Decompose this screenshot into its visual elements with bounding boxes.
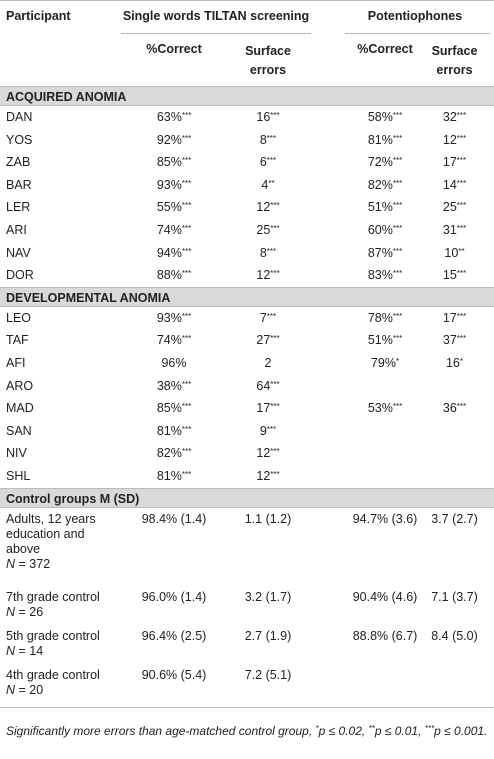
- tiltan-correct-significance: ***: [181, 178, 192, 188]
- table-row: [0, 307, 494, 330]
- potentiophones-surface-errors-value: 36: [442, 401, 457, 416]
- tiltan-surface-errors-significance: ***: [270, 269, 280, 279]
- tiltan-surface-errors: [227, 446, 309, 461]
- tiltan-correct-value: 93%: [156, 310, 182, 325]
- tiltan-surface-errors: [227, 223, 309, 238]
- tiltan-surface-errors-value: 27: [256, 333, 271, 348]
- participant-name: BAR: [6, 177, 32, 192]
- tiltan-correct: [121, 424, 227, 439]
- tiltan-surface-errors-value: 12: [256, 468, 271, 483]
- tiltan-surface-errors: [227, 133, 309, 148]
- potentiophones-surface-errors-value: 25: [442, 200, 457, 215]
- tiltan-surface-errors: [227, 379, 309, 394]
- tiltan-correct-significance: ***: [181, 402, 192, 412]
- tiltan-surface-errors-significance: ***: [270, 334, 280, 344]
- participant-name: NAV: [6, 245, 31, 260]
- table-row: [0, 375, 494, 398]
- tiltan-surface-errors: [227, 110, 309, 125]
- footnote-p3: p ≤ 0.001.: [434, 724, 488, 738]
- potentiophones-correct: 94.7% (3.6): [352, 511, 418, 526]
- tiltan-surface-errors-significance: ***: [266, 156, 277, 166]
- participant-name: DAN: [6, 110, 33, 124]
- table-row: [0, 264, 494, 287]
- n-label: N: [6, 604, 16, 619]
- tiltan-correct-significance: ***: [181, 201, 192, 211]
- potentiophones-surface-errors: [423, 223, 486, 238]
- potentiophones-correct: [349, 401, 421, 416]
- potentiophones-correct-significance: ***: [392, 111, 403, 120]
- n-value: = 20: [18, 682, 44, 697]
- potentiophones-correct-value: 53%: [367, 401, 393, 416]
- tiltan-surface-errors: 7.2 (5.1): [244, 667, 292, 682]
- potentiophones-surface-errors-significance: ***: [456, 201, 467, 211]
- tiltan-correct: [121, 155, 227, 170]
- tiltan-correct-significance: ***: [181, 379, 192, 389]
- potentiophones-correct: [349, 133, 421, 148]
- potentiophones-correct-significance: ***: [392, 156, 403, 166]
- potentiophones-correct: [349, 178, 421, 193]
- tiltan-correct-significance: ***: [181, 334, 192, 344]
- table-header: [0, 0, 494, 84]
- potentiophones-surface-errors: [423, 178, 486, 193]
- table-row: [0, 219, 494, 242]
- tiltan-correct: [121, 178, 227, 193]
- tiltan-surface-errors: 3.2 (1.7): [244, 589, 292, 604]
- tiltan-surface-errors-significance: ***: [270, 447, 280, 457]
- potentiophones-surface-errors: [423, 200, 486, 215]
- n-value: = 14: [18, 643, 44, 658]
- potentiophones-correct-significance: ***: [392, 311, 403, 321]
- potentiophones-correct: [349, 223, 421, 238]
- header-top-rule: [0, 0, 494, 1]
- tiltan-correct: [121, 200, 227, 215]
- participant-name: LER: [6, 200, 31, 215]
- potentiophones-correct-value: 60%: [367, 222, 393, 237]
- tiltan-correct-value: 93%: [156, 177, 182, 192]
- potentiophones-surface-errors: 8.4 (5.0): [431, 628, 478, 643]
- potentiophones-surface-errors-value: 31: [442, 222, 457, 237]
- table-bottom-rule: [0, 707, 494, 708]
- potentiophones-correct-significance: ***: [392, 334, 403, 344]
- potentiophones-surface-errors: [423, 311, 486, 326]
- potentiophones-correct: [349, 110, 421, 125]
- tiltan-correct-significance: ***: [181, 269, 192, 279]
- potentiophones-surface-errors-significance: ***: [456, 269, 467, 279]
- tiltan-correct: [121, 333, 227, 348]
- header-surface-errors-1: Surface errors: [245, 44, 291, 77]
- n-label: N: [6, 682, 16, 697]
- tiltan-correct: 96.4% (2.5): [141, 628, 207, 643]
- potentiophones-surface-errors-value: 16: [445, 355, 460, 370]
- potentiophones-surface-errors-value: 12: [442, 132, 457, 147]
- potentiophones-surface-errors-significance: *: [459, 356, 464, 366]
- potentiophones-surface-errors: 7.1 (3.7): [431, 589, 478, 604]
- potentiophones-surface-errors-significance: **: [458, 246, 465, 256]
- tiltan-surface-errors: [227, 311, 309, 326]
- tiltan-correct-significance: ***: [181, 156, 192, 166]
- potentiophones-surface-errors-significance: ***: [456, 178, 467, 188]
- participant-name: ARI: [6, 222, 27, 237]
- table-row: [0, 352, 494, 375]
- potentiophones-correct-value: 83%: [367, 268, 393, 283]
- header-group-rule-2: [345, 33, 490, 34]
- footnote-sig-3: ***: [424, 724, 435, 733]
- tiltan-surface-errors-significance: ***: [266, 424, 277, 434]
- tiltan-surface-errors-value: 17: [256, 401, 271, 416]
- tiltan-surface-errors-significance: **: [268, 178, 275, 188]
- tiltan-surface-errors: [227, 356, 309, 371]
- header-surface-errors-2: Surface errors: [431, 44, 478, 77]
- potentiophones-surface-errors-value: 10: [444, 245, 459, 260]
- tiltan-correct-value: 74%: [156, 333, 182, 348]
- tiltan-correct: [121, 401, 227, 416]
- potentiophones-correct-value: 79%: [370, 355, 396, 370]
- tiltan-correct-value: 81%: [156, 468, 182, 483]
- potentiophones-surface-errors: [423, 155, 486, 170]
- n-label: N: [6, 643, 16, 658]
- tiltan-surface-errors: [227, 268, 309, 283]
- potentiophones-correct-significance: ***: [392, 178, 403, 188]
- tiltan-correct: [121, 311, 227, 326]
- potentiophones-correct: [349, 311, 421, 326]
- section-header: ACQUIRED ANOMIA: [0, 86, 494, 106]
- tiltan-surface-errors-significance: ***: [270, 379, 280, 389]
- potentiophones-surface-errors-significance: ***: [456, 402, 467, 412]
- potentiophones-correct-significance: ***: [392, 269, 403, 279]
- potentiophones-surface-errors: [423, 268, 486, 283]
- table-row: [0, 465, 494, 488]
- tiltan-surface-errors-value: 64: [256, 378, 271, 393]
- control-group-n: [6, 683, 124, 698]
- tiltan-correct-value: 88%: [156, 268, 182, 283]
- table-row: [0, 242, 494, 265]
- potentiophones-correct: 88.8% (6.7): [352, 628, 418, 643]
- tiltan-correct: [121, 246, 227, 261]
- tiltan-correct-significance: ***: [181, 223, 192, 233]
- tiltan-correct-significance: ***: [181, 133, 192, 143]
- potentiophones-correct-value: 58%: [367, 110, 393, 124]
- tiltan-surface-errors: [227, 469, 309, 484]
- tiltan-surface-errors: 2.7 (1.9): [244, 628, 292, 643]
- tiltan-surface-errors: [227, 155, 309, 170]
- participant-name: AFI: [6, 355, 26, 370]
- tiltan-surface-errors-significance: ***: [266, 246, 277, 256]
- table-row: [0, 442, 494, 465]
- table-row: [0, 129, 494, 152]
- participant-name: MAD: [6, 401, 34, 416]
- tiltan-surface-errors-significance: ***: [266, 133, 277, 143]
- potentiophones-surface-errors-significance: ***: [456, 111, 467, 120]
- potentiophones-surface-errors-value: 15: [442, 268, 457, 283]
- tiltan-surface-errors-value: 12: [256, 446, 271, 461]
- potentiophones-correct-value: 72%: [367, 155, 393, 170]
- tiltan-surface-errors-significance: ***: [270, 201, 280, 211]
- tiltan-correct-significance: ***: [181, 424, 192, 434]
- control-group-label: 5th grade control: [6, 628, 100, 643]
- potentiophones-surface-errors-significance: ***: [456, 223, 467, 233]
- tiltan-correct-value: 74%: [156, 222, 182, 237]
- tiltan-surface-errors-value: 12: [256, 268, 271, 283]
- participant-name: SHL: [6, 468, 31, 483]
- tiltan-surface-errors-value: 7: [259, 310, 267, 325]
- footnote-p1: p ≤ 0.02,: [318, 724, 369, 738]
- potentiophones-surface-errors-value: 37: [442, 333, 457, 348]
- n-value: = 26: [18, 604, 44, 619]
- tiltan-correct-significance: ***: [181, 447, 192, 457]
- header-group-potentiophones: Potentiophones: [367, 9, 463, 23]
- tiltan-surface-errors: [227, 401, 309, 416]
- tiltan-correct-value: 92%: [156, 132, 182, 147]
- table-row: [0, 329, 494, 352]
- tiltan-surface-errors: [227, 178, 309, 193]
- participant-name: DOR: [6, 268, 34, 283]
- participant-name: LEO: [6, 310, 32, 325]
- potentiophones-correct-value: 78%: [367, 310, 393, 325]
- potentiophones-surface-errors-value: 17: [442, 310, 457, 325]
- table-row: [0, 174, 494, 197]
- control-group-name: [6, 629, 124, 659]
- n-value: = 372: [18, 556, 51, 571]
- tiltan-surface-errors-value: 9: [259, 423, 267, 438]
- table-row: [0, 106, 494, 129]
- potentiophones-correct-value: 81%: [367, 132, 393, 147]
- potentiophones-correct-significance: *: [395, 356, 400, 366]
- table-row: [0, 420, 494, 443]
- tiltan-correct-value: 81%: [156, 423, 182, 438]
- tiltan-correct: [121, 133, 227, 148]
- section-header: DEVELOPMENTAL ANOMIA: [0, 287, 494, 307]
- tiltan-surface-errors-value: 16: [256, 110, 271, 124]
- potentiophones-correct-value: 51%: [367, 200, 393, 215]
- tiltan-surface-errors-value: 8: [259, 132, 267, 147]
- tiltan-surface-errors: [227, 333, 309, 348]
- participant-name: ZAB: [6, 155, 31, 170]
- tiltan-surface-errors-significance: ***: [270, 402, 280, 412]
- header-group-rule-1: [121, 33, 311, 34]
- tiltan-correct: [121, 356, 227, 371]
- control-group-n: [6, 605, 124, 620]
- n-label: N: [6, 556, 16, 571]
- potentiophones-surface-errors-significance: ***: [456, 156, 467, 166]
- tiltan-correct-value: 85%: [156, 401, 182, 416]
- tiltan-correct: [121, 469, 227, 484]
- tiltan-surface-errors-significance: ***: [270, 111, 280, 120]
- control-group-label: 4th grade control: [6, 667, 100, 682]
- tiltan-correct-significance: ***: [181, 246, 192, 256]
- potentiophones-surface-errors: [423, 110, 486, 125]
- potentiophones-correct-significance: ***: [392, 246, 403, 256]
- tiltan-surface-errors-value: 4: [261, 177, 269, 192]
- control-group-n: [6, 644, 124, 659]
- control-group-name: [6, 668, 124, 698]
- table-row: [0, 151, 494, 174]
- potentiophones-surface-errors-significance: ***: [456, 311, 467, 321]
- tiltan-surface-errors: 1.1 (1.2): [244, 511, 292, 526]
- footnote-text: Significantly more errors than age-matched control group,: [6, 724, 316, 738]
- table-body: [0, 86, 494, 708]
- tiltan-correct-significance: ***: [181, 311, 192, 321]
- tiltan-correct-value: 63%: [156, 110, 182, 124]
- tiltan-correct: 98.4% (1.4): [141, 511, 207, 526]
- tiltan-correct-value: 96%: [161, 355, 187, 370]
- tiltan-surface-errors-significance: ***: [266, 311, 277, 321]
- footnote-sig-2: **: [368, 724, 375, 733]
- potentiophones-surface-errors-value: 14: [442, 177, 457, 192]
- tiltan-surface-errors-value: 2: [264, 355, 272, 370]
- table-footnote: [6, 723, 490, 739]
- participant-name: NIV: [6, 446, 27, 461]
- control-group-label: Adults, 12 years education and above: [6, 511, 96, 556]
- tiltan-correct: [121, 223, 227, 238]
- control-group-label: 7th grade control: [6, 589, 100, 604]
- potentiophones-surface-errors: [423, 246, 486, 261]
- potentiophones-correct: [349, 356, 421, 371]
- tiltan-surface-errors-value: 8: [259, 245, 267, 260]
- participant-name: YOS: [6, 132, 33, 147]
- potentiophones-surface-errors: [423, 333, 486, 348]
- potentiophones-correct: 90.4% (4.6): [352, 589, 418, 604]
- header-participant: Participant: [6, 9, 71, 23]
- potentiophones-surface-errors-significance: ***: [456, 133, 467, 143]
- tiltan-correct-value: 55%: [156, 200, 182, 215]
- control-group-name: [6, 512, 111, 572]
- table-row: [0, 586, 494, 625]
- header-correct-2: %Correct: [357, 42, 413, 56]
- tiltan-correct: 90.6% (5.4): [141, 667, 207, 682]
- potentiophones-correct-significance: ***: [392, 223, 403, 233]
- tiltan-correct-value: 82%: [156, 446, 182, 461]
- table-row: [0, 397, 494, 420]
- tiltan-surface-errors: [227, 424, 309, 439]
- table-row: [0, 508, 494, 586]
- tiltan-correct: [121, 268, 227, 283]
- potentiophones-surface-errors: [423, 133, 486, 148]
- tiltan-correct: [121, 446, 227, 461]
- potentiophones-correct-value: 51%: [367, 333, 393, 348]
- potentiophones-correct-significance: ***: [392, 133, 403, 143]
- tiltan-correct-value: 38%: [156, 378, 182, 393]
- potentiophones-surface-errors-significance: ***: [456, 334, 467, 344]
- control-group-n: [6, 557, 111, 572]
- tiltan-correct-value: 94%: [156, 245, 182, 260]
- tiltan-surface-errors-significance: ***: [270, 223, 280, 233]
- tiltan-correct: 96.0% (1.4): [141, 589, 207, 604]
- participant-name: TAF: [6, 333, 29, 348]
- potentiophones-correct: [349, 200, 421, 215]
- potentiophones-correct: [349, 333, 421, 348]
- table-row: [0, 625, 494, 664]
- tiltan-correct-significance: ***: [181, 111, 192, 120]
- footnote-p2: p ≤ 0.01,: [374, 724, 425, 738]
- potentiophones-correct-significance: ***: [392, 201, 403, 211]
- control-group-name: [6, 590, 124, 620]
- tiltan-surface-errors-value: 6: [259, 155, 267, 170]
- tiltan-surface-errors-value: 25: [256, 222, 271, 237]
- potentiophones-surface-errors-value: 17: [442, 155, 457, 170]
- potentiophones-correct: [349, 246, 421, 261]
- potentiophones-surface-errors: [423, 356, 486, 371]
- header-group-tiltan: Single words TILTAN screening: [122, 9, 310, 23]
- potentiophones-correct: [349, 155, 421, 170]
- potentiophones-correct: [349, 268, 421, 283]
- table-row: [0, 664, 494, 703]
- participant-name: SAN: [6, 423, 32, 438]
- potentiophones-surface-errors-value: 32: [442, 110, 457, 124]
- tiltan-surface-errors: [227, 200, 309, 215]
- potentiophones-correct-significance: ***: [392, 402, 403, 412]
- potentiophones-surface-errors: [423, 401, 486, 416]
- participant-name: ARO: [6, 378, 34, 393]
- tiltan-correct: [121, 379, 227, 394]
- tiltan-correct: [121, 110, 227, 125]
- potentiophones-correct-value: 87%: [367, 245, 393, 260]
- tiltan-surface-errors-significance: ***: [270, 469, 280, 479]
- footnote-sig-1: *: [315, 724, 319, 733]
- tiltan-correct-significance: ***: [181, 469, 192, 479]
- section-header: Control groups M (SD): [0, 488, 494, 508]
- tiltan-surface-errors: [227, 246, 309, 261]
- tiltan-correct-value: 85%: [156, 155, 182, 170]
- potentiophones-correct-value: 82%: [367, 177, 393, 192]
- potentiophones-surface-errors: 3.7 (2.7): [431, 511, 478, 526]
- header-correct-1: %Correct: [146, 42, 202, 56]
- table-row: [0, 196, 494, 219]
- tiltan-surface-errors-value: 12: [256, 200, 271, 215]
